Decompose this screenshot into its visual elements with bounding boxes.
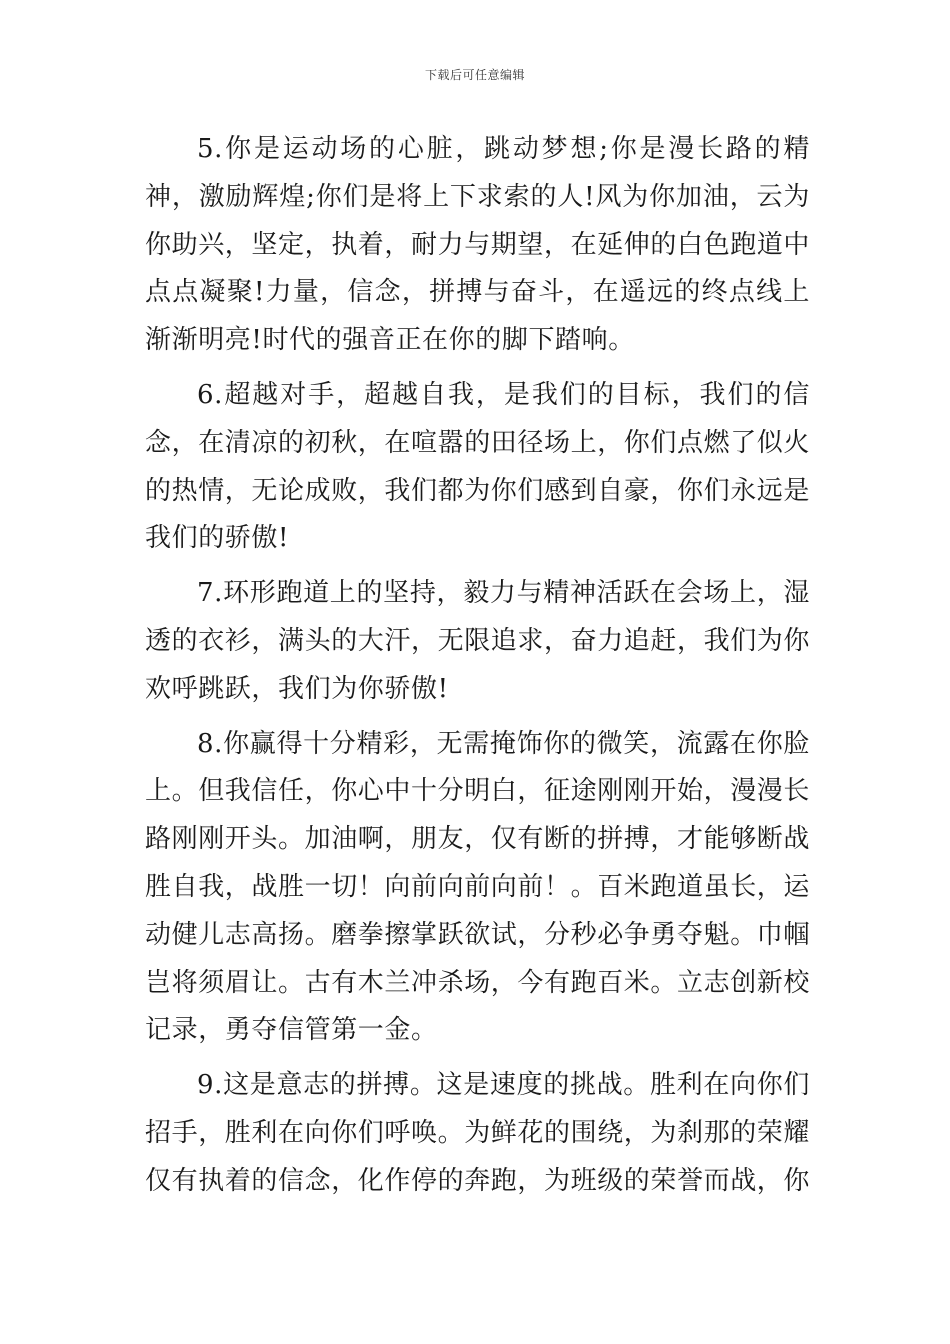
- page-header-note: 下载后可任意编辑: [424, 68, 525, 82]
- paragraph-6: 6.超越对手，超越自我，是我们的目标，我们的信念，在清凉的初秋，在喧嚣的田径场上，你们点燃了似火的热情，无论成败，我们都为你们感到自豪，你们永远是我们的骄傲!: [145, 379, 811, 554]
- paragraph-9: 9.这是意志的拼搏。这是速度的挑战。胜利在向你们招手，胜利在向你们呼唤。为鲜花的围绕，为刹那的荣耀仅有执着的信念，化作停的奔跑，为班级的荣誉而战，你: [145, 1070, 811, 1196]
- paragraph-7: 7.环形跑道上的坚持，毅力与精神活跃在会场上，湿透的衣衫，满头的大汗，无限追求，奋力追赶，我们为你欢呼跳跃，我们为你骄傲!: [145, 578, 811, 704]
- document-body: [145, 126, 810, 1213]
- paragraph-8: 8.你赢得十分精彩，无需掩饰你的微笑，流露在你脸上。但我信任，你心中十分明白，征途刚刚开始，漫漫长路刚刚开头。加油啊，朋友，仅有断的拼搏，才能够断战胜自我，战胜一切！向前向前向前！。百米跑道虽长，运动健儿志高扬。磨拳擦掌跃欲试，分秒必争勇夺魁。巾帼岂将须眉让。古有木兰冲杀场，今有跑百米。立志创新校记录，勇夺信管第一金。: [145, 728, 811, 1046]
- paragraph-5: 5.你是运动场的心脏，跳动梦想;你是漫长路的精神，激励辉煌;你们是将上下求索的人!风为你加油，云为你助兴，坚定，执着，耐力与期望，在延伸的白色跑道中点点凝聚!力量，信念，拼搏与奋斗，在遥远的终点线上渐渐明亮!时代的强音正在你的脚下踏响。: [145, 134, 811, 356]
